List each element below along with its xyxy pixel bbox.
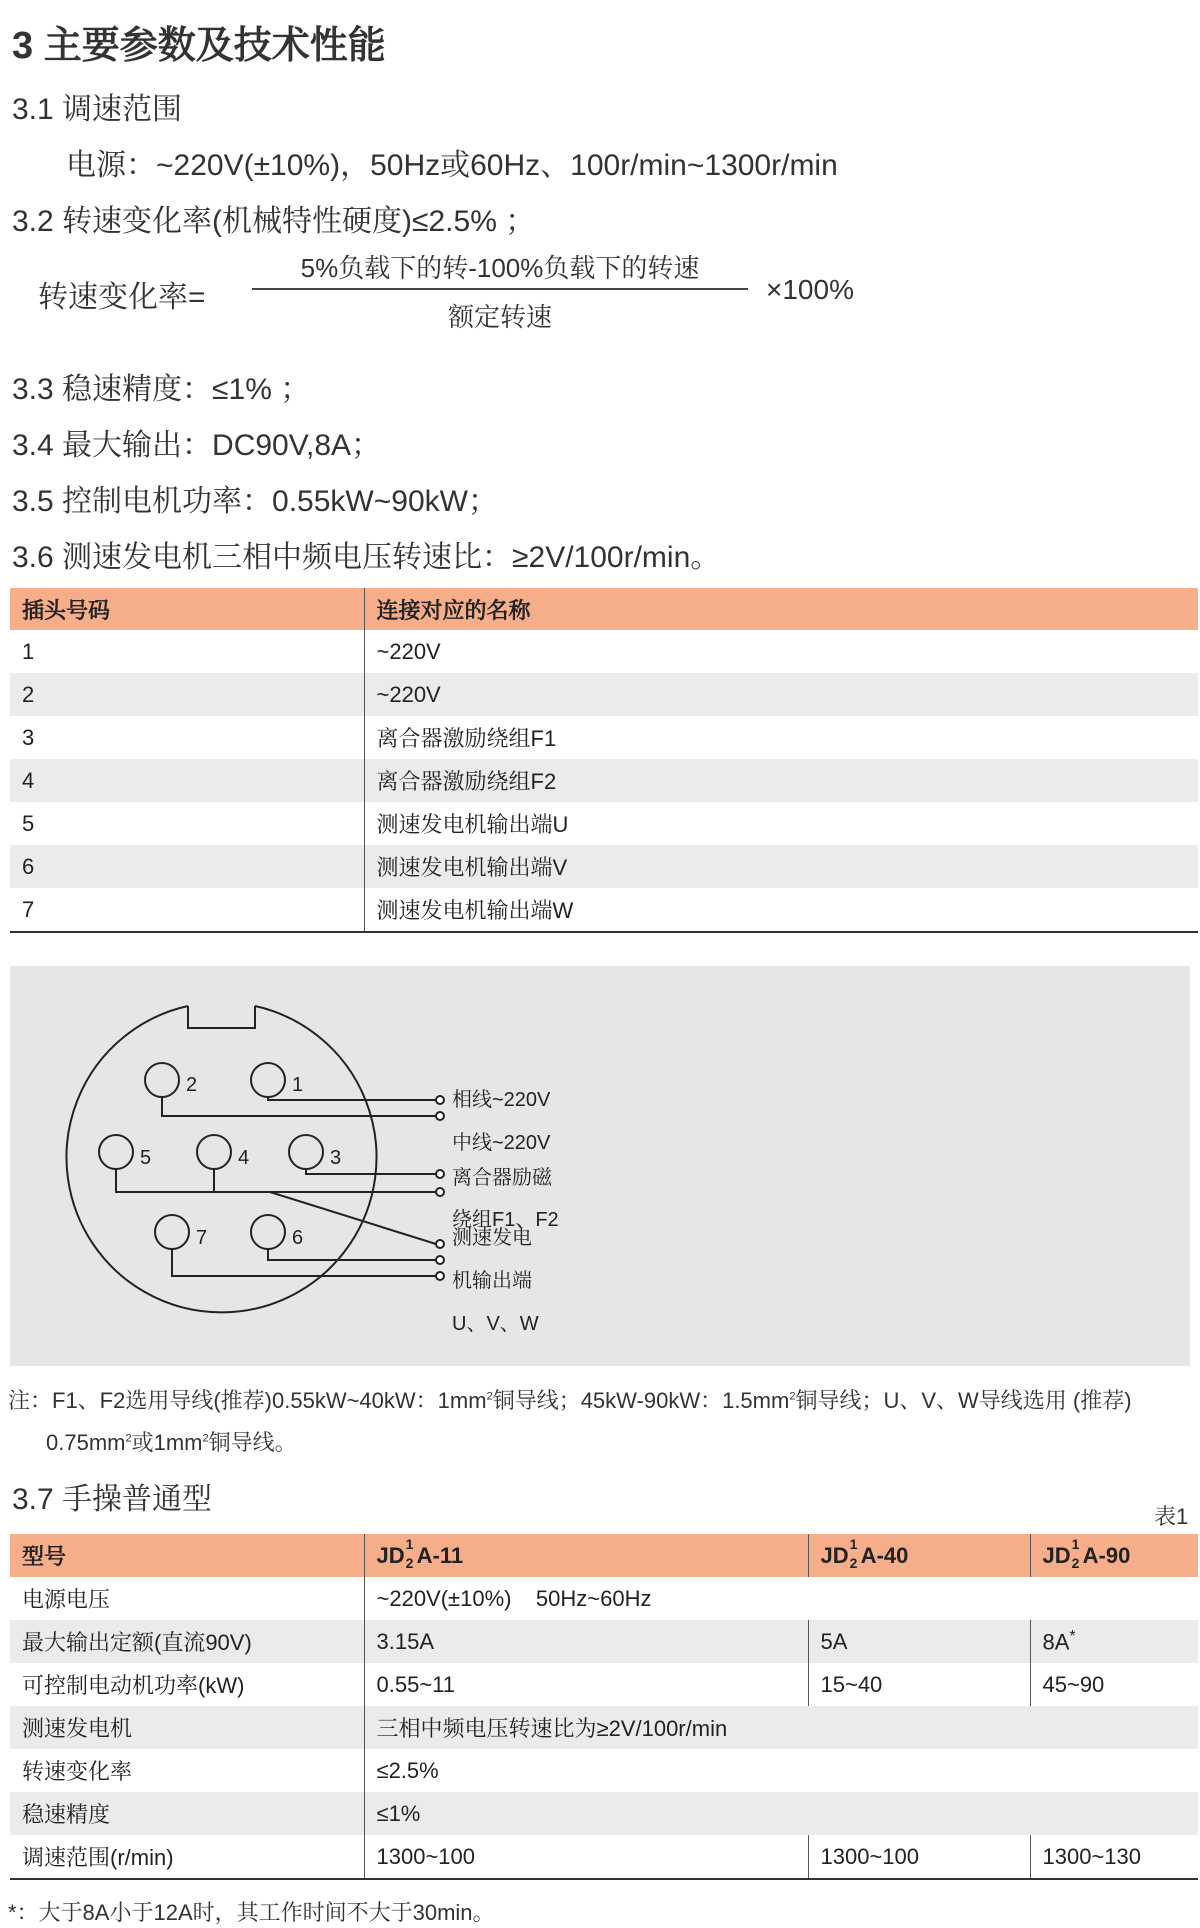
model-superscript: 1 bbox=[1071, 1535, 1080, 1552]
table-row bbox=[10, 630, 1198, 673]
table-row bbox=[10, 1835, 1198, 1879]
row-value: ≤2.5% bbox=[376, 1757, 439, 1783]
subsection-3-1-title: 3.1 调速范围 bbox=[12, 93, 183, 126]
subsection-3-2-title: 3.2 转速变化率(机械特性硬度)≤2.5% ； bbox=[12, 205, 536, 238]
model-subscript: 2 bbox=[849, 1554, 858, 1571]
row-value: 8A bbox=[1042, 1629, 1070, 1655]
wire-pin-3 bbox=[306, 1169, 436, 1174]
wire-note-line-1 bbox=[8, 1384, 1132, 1415]
terminal-2 bbox=[436, 1112, 444, 1120]
power-supply-line: 电源：~220V(±10%)，50Hz或60Hz、100r/min~1300r/min bbox=[66, 149, 838, 182]
subsection-3-3: 3.3 稳速精度：≤1% ； bbox=[12, 373, 311, 406]
plug-number: 7 bbox=[10, 888, 364, 932]
diagram-label-output: 机输出端 bbox=[452, 1270, 532, 1292]
row-label: 测速发电机 bbox=[10, 1706, 364, 1749]
header-model-2 bbox=[808, 1534, 1030, 1577]
superscript: 2 bbox=[789, 1390, 796, 1403]
row-value-cell bbox=[1030, 1620, 1198, 1663]
model-prefix: JD bbox=[820, 1542, 849, 1568]
spec-table bbox=[10, 1534, 1198, 1880]
table-row bbox=[10, 1663, 1198, 1706]
pin-label-6: 6 bbox=[292, 1227, 304, 1249]
note-text: 或1mm bbox=[131, 1430, 203, 1455]
table-row bbox=[10, 802, 1198, 845]
row-value: ≤1% bbox=[364, 1792, 1198, 1835]
formula-multiplier: ×100% bbox=[766, 274, 854, 305]
subsection-3-7-title: 3.7 手操普通型 bbox=[12, 1483, 213, 1516]
table-row bbox=[10, 759, 1198, 802]
table-row bbox=[10, 1792, 1198, 1835]
plug-number: 3 bbox=[10, 716, 364, 759]
wire-pin-6 bbox=[268, 1249, 436, 1260]
header-plug-number: 插头号码 bbox=[10, 588, 364, 630]
terminal-5 bbox=[436, 1240, 444, 1248]
wire-note-line-2 bbox=[46, 1426, 297, 1457]
model-prefix: JD bbox=[376, 1542, 405, 1568]
diagram-label-tacho: 测速发电 bbox=[452, 1227, 532, 1249]
model-superscript: 1 bbox=[849, 1535, 858, 1552]
terminal-1 bbox=[436, 1096, 444, 1104]
connection-name: 测速发电机输出端W bbox=[364, 888, 1198, 932]
formula-denominator: 额定转速 bbox=[447, 302, 552, 332]
pin-label-1: 1 bbox=[292, 1074, 304, 1096]
table-row bbox=[10, 888, 1198, 932]
superscript: 2 bbox=[125, 1432, 132, 1445]
row-value: 1300~100 bbox=[364, 1835, 808, 1879]
pin-label-3: 3 bbox=[330, 1147, 342, 1169]
connection-name: 离合器激励绕组F1 bbox=[376, 726, 557, 751]
table-row bbox=[10, 1706, 1198, 1749]
note-text: 铜导线；45kW-90kW：1.5mm bbox=[492, 1388, 790, 1413]
plug-wiring-diagram bbox=[10, 966, 1190, 1366]
plug-number: 6 bbox=[10, 845, 364, 888]
wire-pin-5 bbox=[116, 1169, 436, 1244]
spec-table-header bbox=[10, 1534, 1198, 1577]
pin-label-5: 5 bbox=[140, 1147, 152, 1169]
subsection-3-6: 3.6 测速发电机三相中频电压转速比：≥2V/100r/min。 bbox=[12, 541, 721, 574]
pin-4-circle bbox=[197, 1135, 231, 1169]
diagram-label-uvw: U、V、W bbox=[452, 1313, 539, 1335]
table-row bbox=[10, 716, 1198, 759]
plug-number: 1 bbox=[10, 630, 364, 673]
subsection-3-5: 3.5 控制电机功率：0.55kW~90kW； bbox=[12, 485, 498, 518]
note-text: 铜导线；U、V、W导线选用 (推荐) bbox=[795, 1388, 1132, 1413]
pin-label-2: 2 bbox=[186, 1074, 198, 1096]
row-label: 可控制电动机功率(kW) bbox=[10, 1663, 364, 1706]
plug-number: 2 bbox=[10, 673, 364, 716]
row-value: 三相中频电压转速比为≥2V/100r/min bbox=[364, 1706, 1198, 1749]
row-value: 3.15A bbox=[364, 1620, 808, 1663]
connection-name: ~220V bbox=[376, 638, 441, 664]
connection-name: 测速发电机输出端V bbox=[364, 845, 1198, 888]
model-prefix: JD bbox=[1042, 1542, 1071, 1568]
superscript: 2 bbox=[202, 1432, 209, 1445]
pin-label-4: 4 bbox=[238, 1147, 250, 1169]
model-subscript: 2 bbox=[405, 1554, 414, 1571]
wire-pin-1 bbox=[268, 1097, 436, 1100]
row-label: 调速范围(r/min) bbox=[10, 1835, 364, 1879]
formula-fraction-bar bbox=[252, 288, 748, 290]
model-suffix: A-40 bbox=[860, 1542, 909, 1568]
pin-5-circle bbox=[99, 1135, 133, 1169]
diagram-label-clutch: 离合器励磁 bbox=[452, 1167, 552, 1189]
row-label: 电源电压 bbox=[10, 1577, 364, 1620]
connection-name: ~220V bbox=[364, 673, 1198, 716]
table-label: 表1 bbox=[1154, 1504, 1189, 1529]
pin-1-circle bbox=[251, 1063, 285, 1097]
row-value: 45~90 bbox=[1042, 1671, 1105, 1697]
connector-key-notch bbox=[188, 1006, 255, 1028]
section-title: 3 主要参数及技术性能 bbox=[12, 25, 386, 67]
formula-label: 转速变化率= bbox=[38, 281, 206, 314]
plug-number: 4 bbox=[10, 759, 364, 802]
plug-wiring-svg bbox=[10, 966, 1190, 1366]
connection-name: 测速发电机输出端U bbox=[376, 812, 569, 837]
row-value: 1300~100 bbox=[808, 1835, 1030, 1879]
pin-label-7: 7 bbox=[196, 1227, 208, 1249]
plug-number: 5 bbox=[10, 802, 364, 845]
header-model-1 bbox=[364, 1534, 808, 1577]
row-label: 稳速精度 bbox=[10, 1792, 364, 1835]
table-row bbox=[10, 1620, 1198, 1663]
formula-numerator: 5%负载下的转-100%负载下的转速 bbox=[300, 253, 700, 283]
footnote: *：大于8A小于12A时，其工作时间不大于30min。 bbox=[8, 1900, 495, 1925]
row-value: ~220V(±10%) 50Hz~60Hz bbox=[376, 1585, 652, 1611]
diagram-label-neutral: 中线~220V bbox=[452, 1132, 551, 1154]
note-text: 注：F1、F2选用导线(推荐)0.55kW~40kW：1mm bbox=[8, 1388, 487, 1413]
row-value: 15~40 bbox=[808, 1663, 1030, 1706]
table-row bbox=[10, 1749, 1198, 1792]
header-model: 型号 bbox=[10, 1534, 364, 1577]
terminal-4 bbox=[436, 1188, 444, 1196]
pin-3-circle bbox=[289, 1135, 323, 1169]
note-text: 0.75mm bbox=[46, 1430, 126, 1455]
row-value: 5A bbox=[808, 1620, 1030, 1663]
plug-table bbox=[10, 588, 1198, 933]
table-row bbox=[10, 1577, 1198, 1620]
pin-2-circle bbox=[145, 1063, 179, 1097]
table-row bbox=[10, 673, 1198, 716]
wire-pin-7 bbox=[172, 1249, 436, 1276]
pin-6-circle bbox=[251, 1215, 285, 1249]
superscript: 2 bbox=[486, 1390, 493, 1403]
wire-pin-4 bbox=[214, 1169, 436, 1192]
terminal-3 bbox=[436, 1170, 444, 1178]
terminal-7 bbox=[436, 1272, 444, 1280]
header-connection-name: 连接对应的名称 bbox=[364, 588, 1198, 630]
subsection-3-4: 3.4 最大输出：DC90V,8A； bbox=[12, 429, 382, 462]
model-superscript: 1 bbox=[405, 1535, 414, 1552]
pin-7-circle bbox=[155, 1215, 189, 1249]
footnote-mark: * bbox=[1069, 1627, 1076, 1645]
row-label: 转速变化率 bbox=[10, 1749, 364, 1792]
row-value: 0.55~11 bbox=[364, 1663, 808, 1706]
header-model-3 bbox=[1030, 1534, 1198, 1577]
diagram-label-phase: 相线~220V bbox=[452, 1089, 551, 1111]
terminal-6 bbox=[436, 1256, 444, 1264]
row-value: 1300~130 bbox=[1030, 1835, 1198, 1879]
plug-table-header bbox=[10, 588, 1198, 630]
note-text: 铜导线。 bbox=[208, 1430, 297, 1455]
diagram-label-winding: 绕组F1、F2 bbox=[452, 1209, 559, 1231]
table-row bbox=[10, 845, 1198, 888]
row-label: 最大输出定额(直流90V) bbox=[10, 1620, 364, 1663]
connection-name: 离合器激励绕组F2 bbox=[364, 759, 1198, 802]
model-suffix: A-11 bbox=[416, 1542, 464, 1568]
model-subscript: 2 bbox=[1071, 1554, 1080, 1571]
model-suffix: A-90 bbox=[1082, 1542, 1131, 1568]
